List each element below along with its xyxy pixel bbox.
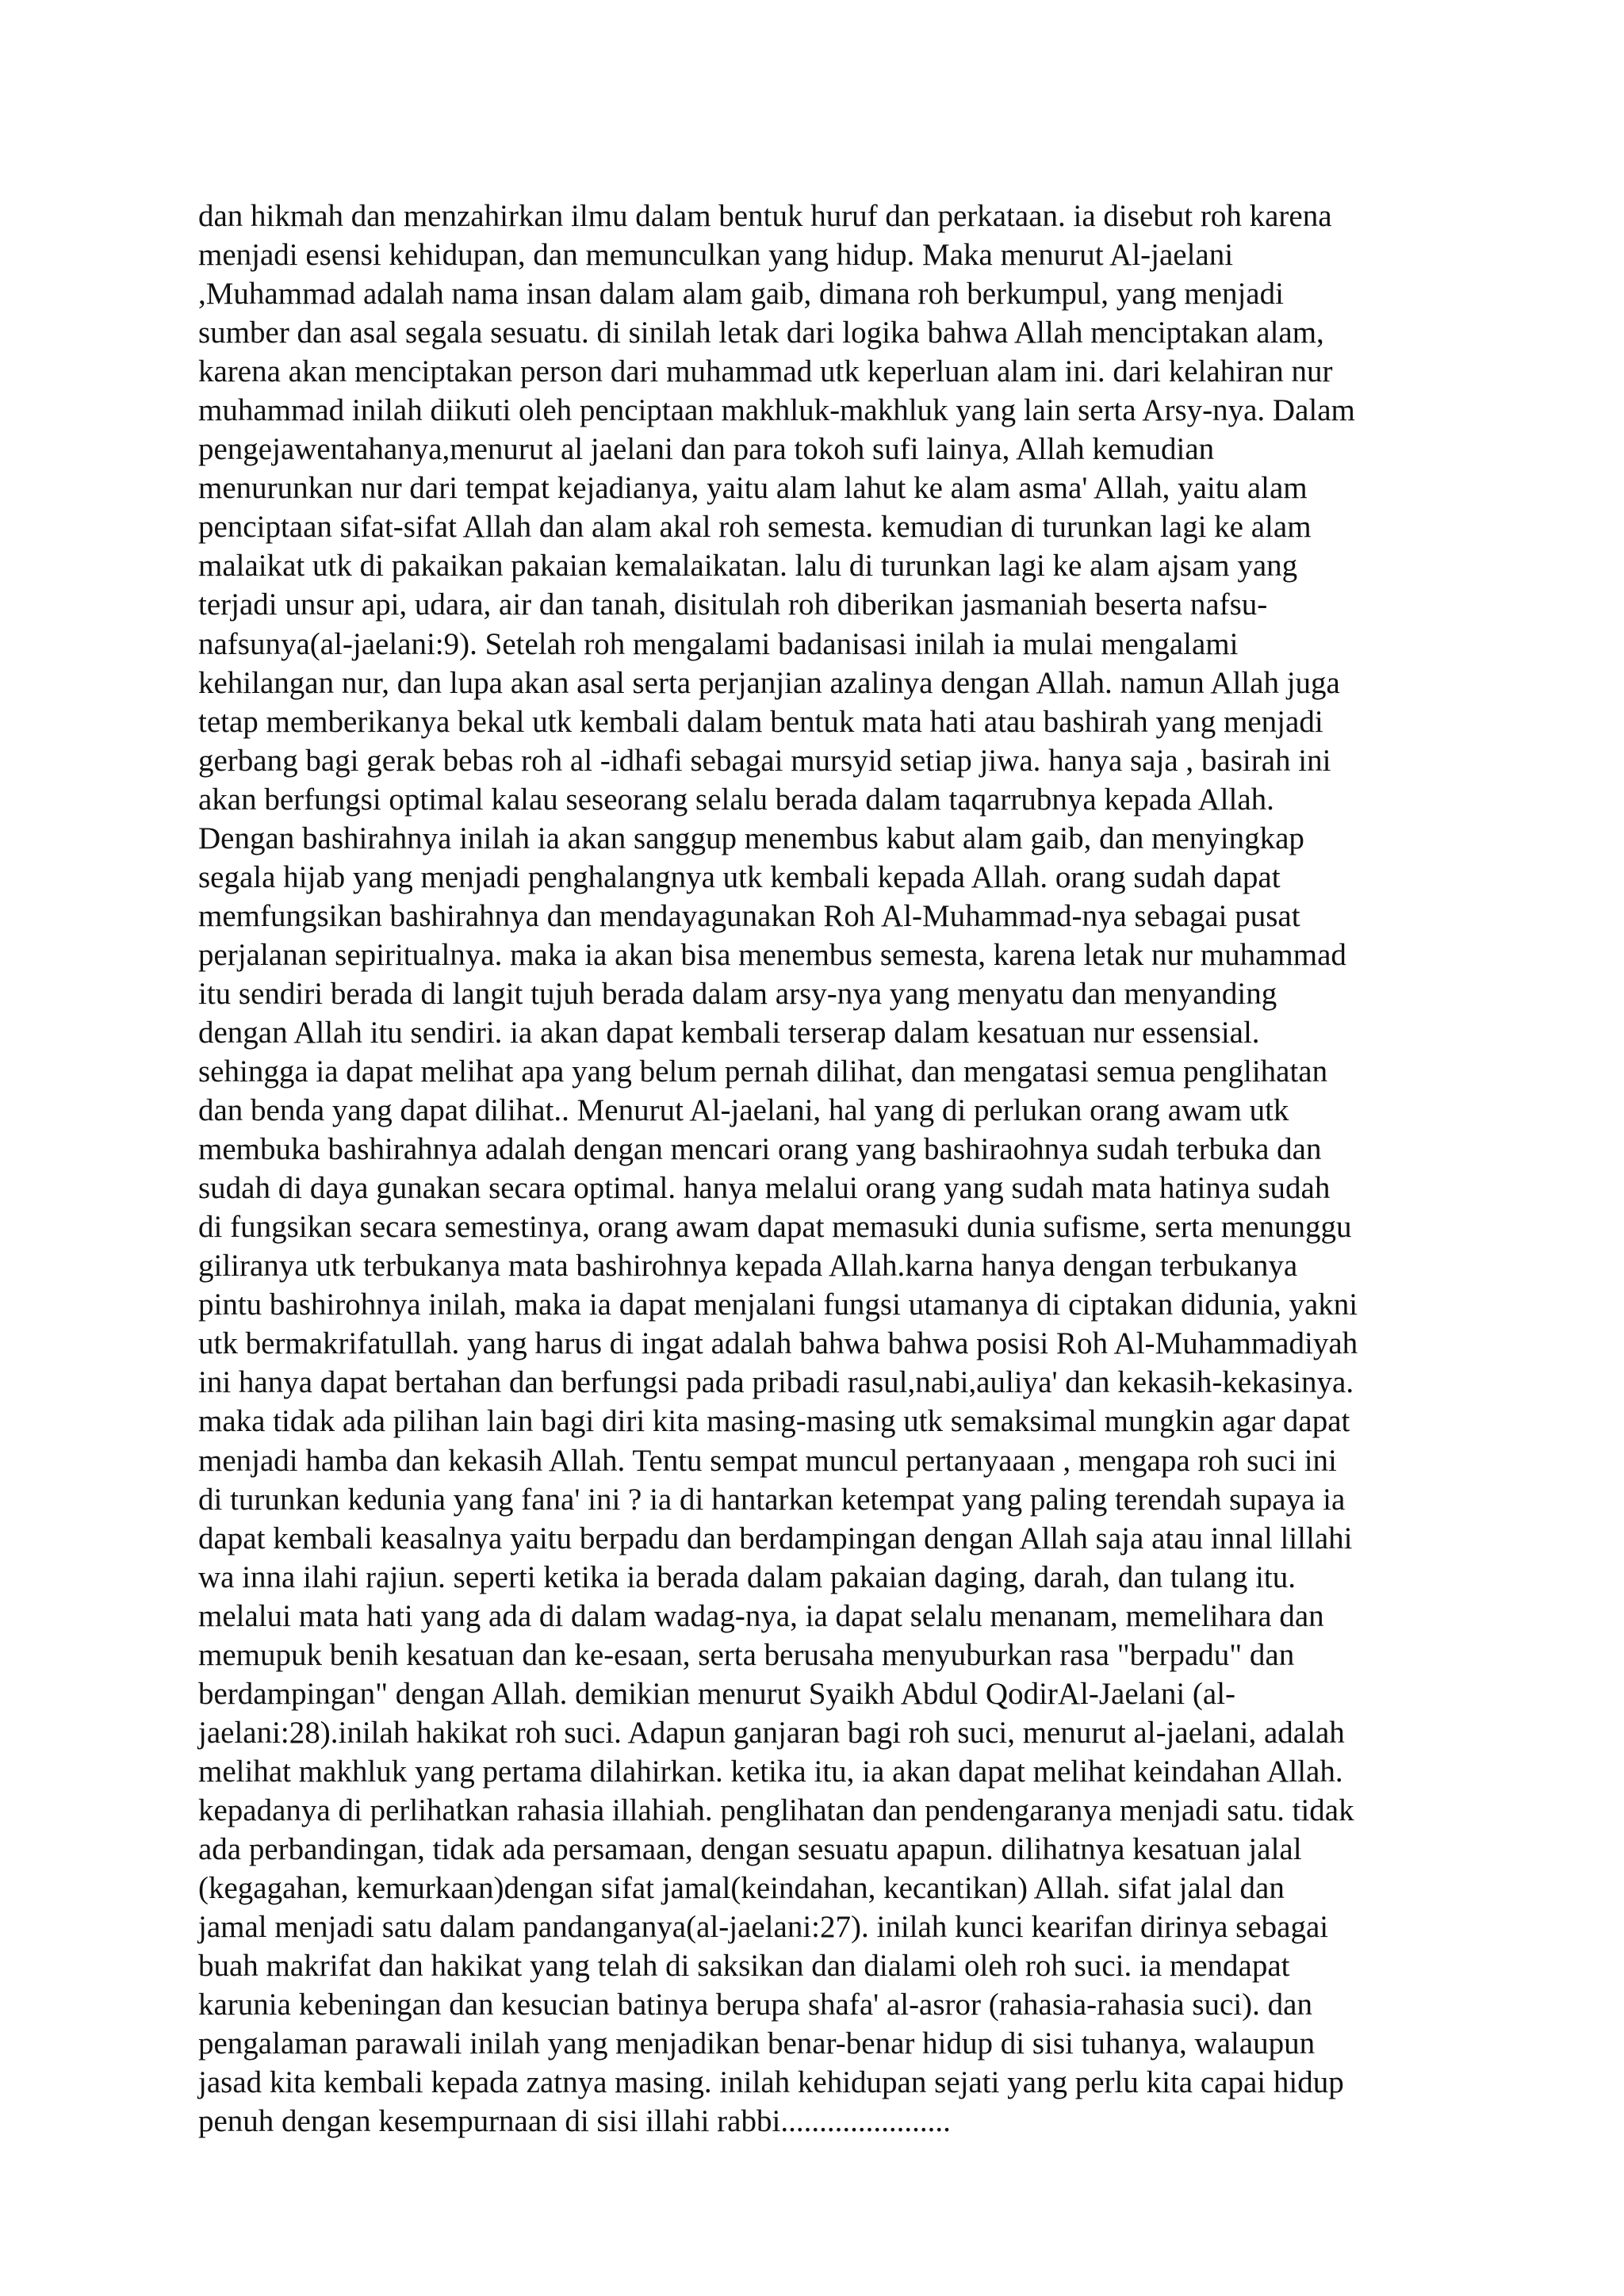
text-line: memfungsikan bashirahnya dan mendayagunakan Roh Al-Muhammad-nya sebagai pusat	[198, 898, 1300, 933]
text-line: menjadi esensi kehidupan, dan memunculkan yang hidup. Maka menurut Al-jaelani	[198, 238, 1234, 273]
text-line: buah makrifat dan hakikat yang telah di saksikan dan dialami oleh roh suci. ia mendapat	[198, 1949, 1290, 1984]
text-line: sudah di daya gunakan secara optimal. hanya melalui orang yang sudah mata hatinya sudah	[198, 1171, 1331, 1206]
text-line: tetap memberikanya bekal utk kembali dalam bentuk mata hati atau bashirah yang menjadi	[198, 704, 1323, 739]
text-line: nafsunya(al-jaelani:9). Setelah roh mengalami badanisasi inilah ia mulai mengalami	[198, 626, 1239, 661]
text-line: jamal menjadi satu dalam pandanganya(al-jaelani:27). inilah kunci kearifan dirinya sebagai	[198, 1910, 1329, 1945]
text-line: di turunkan kedunia yang fana' ini ? ia di hantarkan ketempat yang paling terendah supaya ia	[198, 1482, 1346, 1517]
text-line: di fungsikan secara semestinya, orang awam dapat memasuki dunia sufisme, serta menunggu	[198, 1210, 1352, 1245]
text-line: wa inna ilahi rajiun. seperti ketika ia berada dalam pakaian daging, darah, dan tulang itu.	[198, 1559, 1296, 1594]
text-line: jasad kita kembali kepada zatnya masing. inilah kehidupan sejati yang perlu kita capai hidup	[198, 2065, 1344, 2100]
text-line: menurunkan nur dari tempat kejadianya, yaitu alam lahut ke alam asma' Allah, yaitu alam	[198, 471, 1308, 506]
text-line: perjalanan sepiritualnya. maka ia akan bisa menembus semesta, karena letak nur muhammad	[198, 937, 1346, 972]
text-line: segala hijab yang menjadi penghalangnya utk kembali kepada Allah. orang sudah dapat	[198, 859, 1281, 894]
text-line: melihat makhluk yang pertama dilahirkan. ketika itu, ia akan dapat melihat keindahan Allah.	[198, 1754, 1343, 1789]
text-line: maka tidak ada pilihan lain bagi diri kita masing-masing utk semaksimal mungkin agar dapat	[198, 1404, 1350, 1439]
text-line: gerbang bagi gerak bebas roh al -idhafi sebagai mursyid setiap jiwa. hanya saja , basirah ini	[198, 743, 1331, 778]
text-line: utk bermakrifatullah. yang harus di ingat adalah bahwa bahwa posisi Roh Al-Muhammadiyah	[198, 1326, 1358, 1361]
text-line: (kegagahan, kemurkaan)dengan sifat jamal(keindahan, kecantikan) Allah. sifat jalal dan	[198, 1871, 1285, 1906]
text-line: pengalaman parawali inilah yang menjadikan benar-benar hidup di sisi tuhanya, walaupun	[198, 2026, 1316, 2061]
text-line: penuh dengan kesempurnaan di sisi illahi rabbi......................	[198, 2104, 951, 2139]
text-line: membuka bashirahnya adalah dengan mencari orang yang bashiraohnya sudah terbuka dan	[198, 1132, 1322, 1167]
text-line: dan benda yang dapat dilihat.. Menurut Al-jaelani, hal yang di perlukan orang awam utk	[198, 1093, 1289, 1128]
text-line: muhammad inilah diikuti oleh penciptaan makhluk-makhluk yang lain serta Arsy-nya. Dalam	[198, 393, 1355, 428]
text-line: memupuk benih kesatuan dan ke-esaan, serta berusaha menyuburkan rasa "berpadu" dan	[198, 1637, 1295, 1672]
text-line: jaelani:28).inilah hakikat roh suci. Adapun ganjaran bagi roh suci, menurut al-jaelani, adalah	[198, 1715, 1345, 1750]
text-line: ,Muhammad adalah nama insan dalam alam gaib, dimana roh berkumpul, yang menjadi	[198, 277, 1284, 312]
text-line: kepadanya di perlihatkan rahasia illahiah. penglihatan dan pendengaranya menjadi satu. tidak	[198, 1793, 1354, 1827]
body-text	[198, 197, 1499, 2141]
text-line: melalui mata hati yang ada di dalam wadag-nya, ia dapat selalu menanam, memelihara dan	[198, 1598, 1324, 1633]
text-line: kehilangan nur, dan lupa akan asal serta perjanjian azalinya dengan Allah. namun Allah juga	[198, 665, 1340, 700]
text-line: terjadi unsur api, udara, air dan tanah, disitulah roh diberikan jasmaniah beserta nafsu-	[198, 587, 1268, 622]
text-line: itu sendiri berada di langit tujuh berada dalam arsy-nya yang menyatu dan menyanding	[198, 976, 1277, 1011]
text-line: sumber dan asal segala sesuatu. di sinilah letak dari logika bahwa Allah menciptakan alam,	[198, 316, 1324, 350]
text-line: akan berfungsi optimal kalau seseorang selalu berada dalam taqarrubnya kepada Allah.	[198, 782, 1274, 817]
text-line: berdampingan" dengan Allah. demikian menurut Syaikh Abdul QodirAl-Jaelani (al-	[198, 1676, 1236, 1711]
text-line: Dengan bashirahnya inilah ia akan sanggup menembus kabut alam gaib, dan menyingkap	[198, 821, 1304, 855]
text-line: karunia kebeningan dan kesucian batinya berupa shafa' al-asror (rahasia-rahasia suci). dan	[198, 1988, 1312, 2022]
text-line: sehingga ia dapat melihat apa yang belum pernah dilihat, dan mengatasi semua penglihatan	[198, 1054, 1328, 1089]
text-line: penciptaan sifat-sifat Allah dan alam akal roh semesta. kemudian di turunkan lagi ke alam	[198, 510, 1312, 545]
text-line: malaikat utk di pakaikan pakaian kemalaikatan. lalu di turunkan lagi ke alam ajsam yang	[198, 549, 1298, 584]
text-line: dapat kembali keasalnya yaitu berpadu dan berdampingan dengan Allah saja atau innal lillahi	[198, 1521, 1353, 1556]
text-line: ada perbandingan, tidak ada persamaan, dengan sesuatu apapun. dilihatnya kesatuan jalal	[198, 1831, 1302, 1866]
text-line: menjadi hamba dan kekasih Allah. Tentu sempat muncul pertanyaaan , mengapa roh suci ini	[198, 1443, 1337, 1478]
text-line: pengejawentahanya,menurut al jaelani dan para tokoh sufi lainya, Allah kemudian	[198, 432, 1215, 467]
text-line: karena akan menciptakan person dari muhammad utk keperluan alam ini. dari kelahiran nur	[198, 354, 1333, 389]
text-line: ini hanya dapat bertahan dan berfungsi pada pribadi rasul,nabi,auliya' dan kekasih-kekasinya.	[198, 1365, 1354, 1400]
text-line: dengan Allah itu sendiri. ia akan dapat kembali terserap dalam kesatuan nur essensial.	[198, 1015, 1260, 1050]
text-line: dan hikmah dan menzahirkan ilmu dalam bentuk huruf dan perkataan. ia disebut roh karena	[198, 199, 1332, 233]
text-line: giliranya utk terbukanya mata bashirohnya kepada Allah.karna hanya dengan terbukanya	[198, 1249, 1298, 1284]
text-line: pintu bashirohnya inilah, maka ia dapat menjalani fungsi utamanya di ciptakan didunia, yakni	[198, 1288, 1358, 1322]
